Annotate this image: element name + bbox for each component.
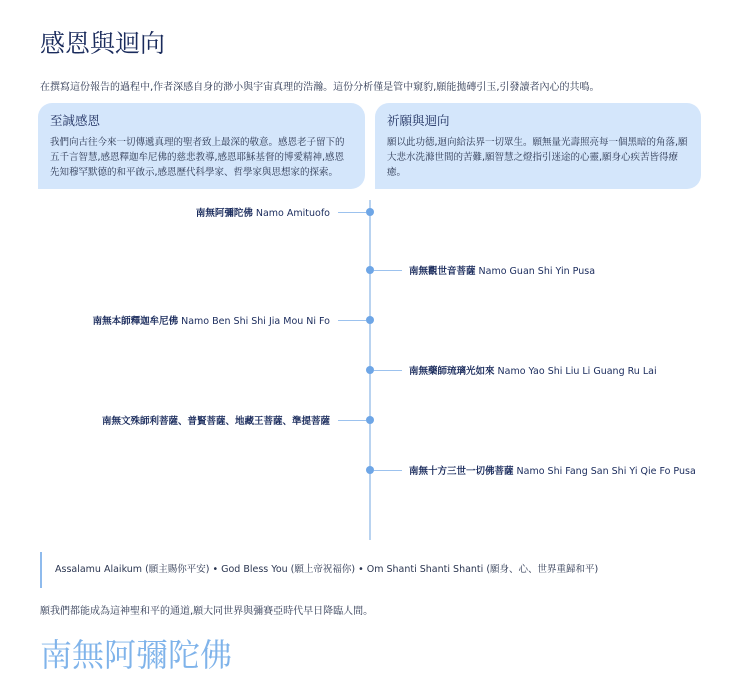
timeline-item-cn: 南無本師釋迦牟尼佛 (92, 316, 179, 327)
timeline-dot (366, 466, 374, 474)
intro-text: 在撰寫這份報告的過程中,作者深感自身的渺小與宇宙真理的浩瀚。這份分析僅是管中窺豹,願能拋磚引玉,引發讀者內心的共鳴。 (40, 82, 600, 93)
card-body: 願以此功德,迴向給法界一切眾生。願無量光壽照亮每一個黑暗的角落,願大悲水洗滌世間的苦難,願智慧之燈指引迷途的心靈,願身心疾苦皆得療癒。 (387, 137, 688, 178)
timeline-item-cn: 南無阿彌陀佛 (195, 208, 253, 219)
timeline-dot (366, 266, 374, 274)
card-body: 我們向古往今來一切傳遞真理的聖者致上最深的敬意。感恩老子留下的五千言智慧,感恩釋迦牟尼佛的慈悲教導,感恩耶穌基督的博愛精神,感恩先知穆罕默德的和平啟示,感恩歷代科學家、哲學家與思想家的探索。 (50, 137, 345, 178)
timeline-connector (374, 370, 402, 371)
timeline-connector (374, 470, 402, 471)
timeline-item (102, 413, 330, 427)
timeline-item-en: Namo Ben Shi Shi Jia Mou Ni Fo (181, 316, 330, 327)
closing-chant: 南無阿彌陀佛 (40, 636, 233, 674)
timeline-item (409, 363, 657, 377)
timeline-item-en: Namo Shi Fang San Shi Yi Qie Fo Pusa (516, 466, 696, 477)
timeline-item-en: Namo Amituofo (255, 208, 330, 219)
timeline-dot (366, 416, 374, 424)
card-heading: 至誠感恩 (50, 113, 101, 128)
timeline-connector (338, 212, 366, 213)
gratitude-card (38, 103, 365, 189)
timeline-item-en: Namo Guan Shi Yin Pusa (478, 266, 596, 277)
timeline-item (93, 313, 330, 327)
card-heading: 祈願與迴向 (387, 113, 450, 128)
timeline-dot (366, 208, 374, 216)
timeline-item-cn: 南無文殊師利菩薩、普賢菩薩、地藏王菩薩、準提菩薩 (101, 416, 330, 427)
closing-text: 願我們都能成為這神聖和平的通道,願大同世界與彌賽亞時代早日降臨人間。 (40, 606, 374, 617)
timeline-item (409, 263, 595, 277)
page-title: 感恩與迴向 (40, 29, 166, 58)
timeline-item (196, 205, 330, 219)
timeline-item-cn: 南無觀世音菩薩 (409, 266, 476, 277)
timeline-connector (338, 420, 366, 421)
dedication-card (375, 103, 701, 189)
timeline-dot (366, 366, 374, 374)
timeline-dot (366, 316, 374, 324)
timeline-connector (374, 270, 402, 271)
blessing-quote: Assalamu Alaikum (願主賜你平安) • God Bless You (願上帝祝福你) • Om Shanti Shanti Shanti (願身、心、世界重歸和平) (40, 552, 598, 588)
timeline-item-en: Namo Yao Shi Liu Li Guang Ru Lai (497, 366, 657, 377)
timeline-item (409, 463, 696, 477)
timeline-item-cn: 南無十方三世一切佛菩薩 (409, 466, 514, 477)
timeline-connector (338, 320, 366, 321)
timeline-item-cn: 南無藥師琉璃光如來 (409, 366, 495, 377)
